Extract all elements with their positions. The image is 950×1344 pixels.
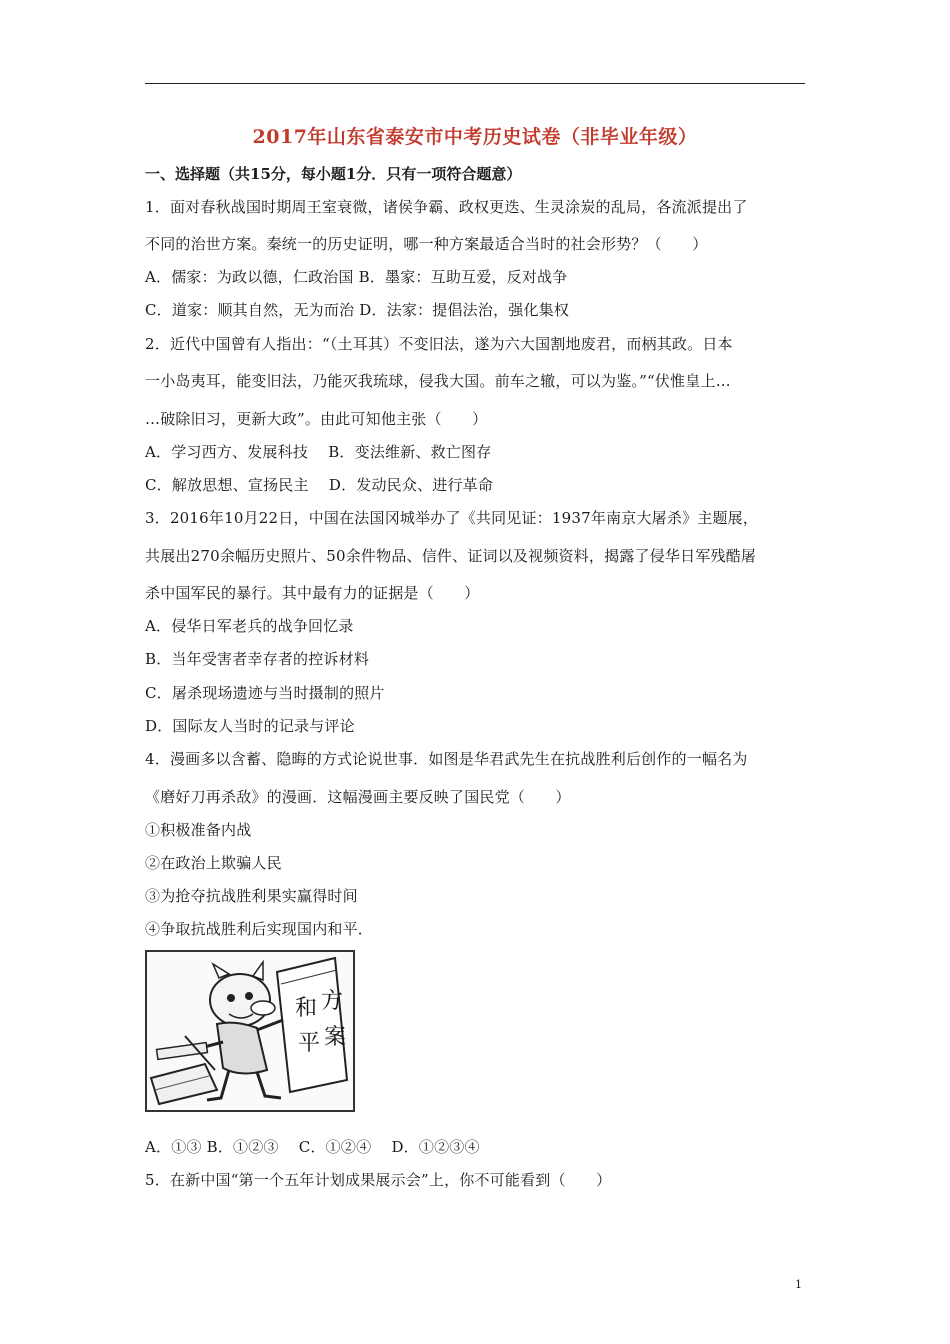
question-2-text: 2．近代中国曾有人指出：“（土耳其）不变旧法，遂为六大国割地废君，而柄其政。日本 [145,335,733,353]
question-3-option-c: C．屠杀现场遗迹与当时摄制的照片 [145,684,385,702]
cartoon-sign-char: 方 [321,989,344,1014]
question-4-text: 4．漫画多以含蓄、隐晦的方式论说世事．如图是华君武先生在抗战胜利后创作的一幅名为 [145,750,748,768]
question-2-text: 一小岛夷耳，能变旧法，乃能灭我琉球，侵我大国。前车之辙，可以为鉴。”“伏惟皇上… [145,372,731,390]
question-4-item-3: ③为抢夺抗战胜利果实赢得时间 [145,887,358,905]
question-4-options: A．①③ B．①②③ C．①②④ D．①②③④ [145,1138,480,1156]
question-1-text: 1．面对春秋战国时期周王室衰微，诸侯争霸、政权更迭、生灵涂炭的乱局，各流派提出了 [145,198,748,216]
cartoon-sign-char: 案 [324,1025,347,1050]
page-number: 1 [795,1278,802,1291]
cartoon-sign-char: 平 [298,1031,321,1056]
question-2-text: …破除旧习，更新大政”。由此可知他主张（ ） [145,410,488,428]
question-3-text: 3．2016年10月22日，中国在法国冈城举办了《共同见证：1937年南京大屠杀》主题展， [145,509,759,527]
cartoon-image [145,950,355,1112]
question-3-option-b: B．当年受害者幸存者的控诉材料 [145,650,370,668]
header-rule [145,83,805,84]
question-4-item-4: ④争取抗战胜利后实现国内和平． [145,920,374,938]
cartoon-sign-char: 和 [295,996,318,1021]
question-4-item-1: ①积极准备内战 [145,821,252,839]
question-3-text: 共展出270余幅历史照片、50余件物品、信件、证词以及视频资料，揭露了侵华日军残酷屠 [145,547,757,565]
question-1-text: 不同的治世方案。秦统一的历史证明，哪一种方案最适合当时的社会形势？（ ） [145,235,708,253]
question-4-text: 《磨好刀再杀敌》的漫画．这幅漫画主要反映了国民党（ ） [145,788,571,806]
question-4-item-2: ②在政治上欺骗人民 [145,854,282,872]
section-heading: 一、选择题（共15分，每小题1分．只有一项符合题意） [145,165,522,183]
question-3-option-d: D．国际友人当时的记录与评论 [145,717,355,735]
question-3-text: 杀中国军民的暴行。其中最有力的证据是（ ） [145,584,480,602]
question-3-option-a: A．侵华日军老兵的战争回忆录 [145,617,354,635]
question-1-options: C．道家：顺其自然，无为而治 D．法家：提倡法治，强化集权 [145,301,570,319]
question-2-options: C．解放思想、宣扬民主 D．发动民众、进行革命 [145,476,494,494]
question-5-text: 5．在新中国“第一个五年计划成果展示会”上，你不可能看到（ ） [145,1171,612,1189]
page-title: 2017年山东省泰安市中考历史试卷（非毕业年级） [252,126,698,148]
question-2-options: A．学习西方、发展科技 B．变法维新、救亡图存 [145,443,492,461]
question-1-options: A．儒家：为政以德，仁政治国 B．墨家：互助互爱，反对战争 [145,268,568,286]
